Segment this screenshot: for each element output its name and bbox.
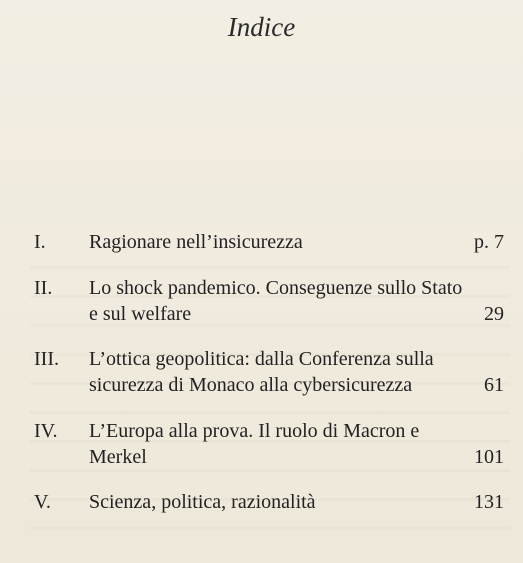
chapter-number: IV. [34, 420, 58, 442]
chapter-title: L’ottica geopolitica: dalla Conferenza sulla sicurezza di Monaco alla cybersicurezza [89, 348, 434, 396]
table-of-contents [34, 229, 504, 515]
page-number: 101 [474, 446, 504, 468]
chapter-number: I. [34, 231, 46, 253]
toc-entry [34, 489, 504, 515]
chapter-number: II. [34, 277, 53, 299]
page-number: 131 [474, 491, 504, 513]
page-number: 29 [484, 303, 504, 325]
toc-entry [34, 346, 504, 398]
page-number: 61 [484, 374, 504, 396]
chapter-number: III. [34, 348, 59, 370]
chapter-title: L’Europa alla prova. Il ruolo di Macron e Merkel [89, 420, 420, 468]
chapter-title: Scienza, politica, razionalità [89, 491, 316, 513]
chapter-title: Lo shock pandemico. Conseguenze sullo Stato e sul welfare [89, 277, 463, 325]
chapter-title: Ragionare nell’insicurezza [89, 231, 303, 253]
toc-entry [34, 229, 504, 255]
toc-entry [34, 275, 504, 327]
toc-entry [34, 418, 504, 470]
page-title: Indice [227, 12, 296, 42]
page-number: p. 7 [474, 231, 504, 253]
chapter-number: V. [34, 491, 51, 513]
